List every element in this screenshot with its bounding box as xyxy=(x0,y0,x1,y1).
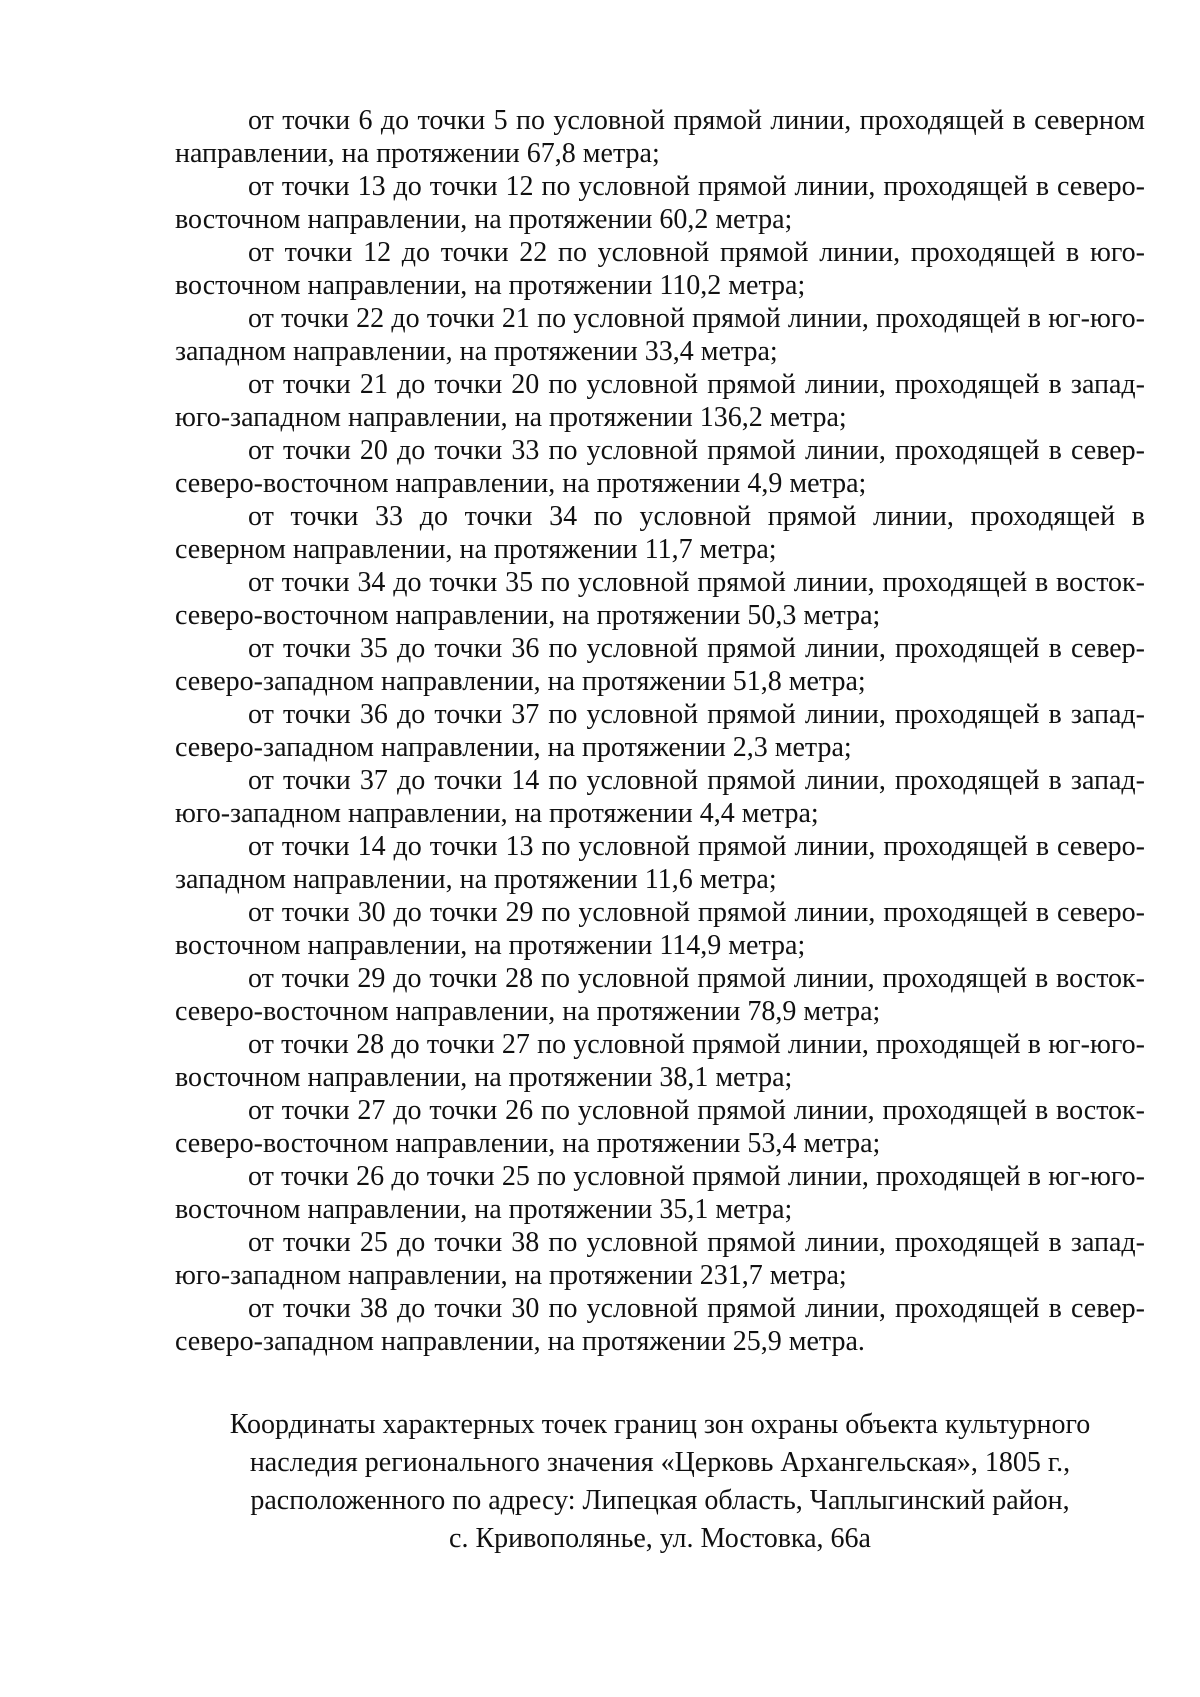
boundary-segment-paragraph: от точки 28 до точки 27 по условной прямой линии, проходящей в юг-юго-восточном направлении, на протяжении 38,1 метра; xyxy=(175,1029,1145,1093)
boundary-segment-paragraph: от точки 37 до точки 14 по условной прямой линии, проходящей в запад-юго-западном направлении, на протяжении 4,4 метра; xyxy=(175,765,1145,829)
heading-line: с. Кривополянье, ул. Мостовка, 66а xyxy=(449,1523,871,1554)
boundary-segment-paragraph: от точки 35 до точки 36 по условной прямой линии, проходящей в север-северо-западном направлении, на протяжении 51,8 метра; xyxy=(175,633,1145,697)
boundary-segment-paragraph: от точки 30 до точки 29 по условной прямой линии, проходящей в северо-восточном направлении, на протяжении 114,9 метра; xyxy=(175,897,1145,961)
boundary-segment-paragraph: от точки 12 до точки 22 по условной прямой линии, проходящей в юго-восточном направлении, на протяжении 110,2 метра; xyxy=(175,237,1145,301)
boundary-segment-paragraph: от точки 36 до точки 37 по условной прямой линии, проходящей в запад-северо-западном направлении, на протяжении 2,3 метра; xyxy=(175,699,1145,763)
boundary-segment-paragraph: от точки 20 до точки 33 по условной прямой линии, проходящей в север-северо-восточном направлении, на протяжении 4,9 метра; xyxy=(175,435,1145,499)
boundary-segment-paragraph: от точки 34 до точки 35 по условной прямой линии, проходящей в восток-северо-восточном направлении, на протяжении 50,3 метра; xyxy=(175,567,1145,631)
boundary-segment-paragraph: от точки 29 до точки 28 по условной прямой линии, проходящей в восток-северо-восточном направлении, на протяжении 78,9 метра; xyxy=(175,963,1145,1027)
boundary-segment-paragraph: от точки 21 до точки 20 по условной прямой линии, проходящей в запад-юго-западном направлении, на протяжении 136,2 метра; xyxy=(175,369,1145,433)
heading-line: Координаты характерных точек границ зон охраны объекта культурного xyxy=(229,1409,1091,1440)
boundary-segment-paragraph: от точки 33 до точки 34 по условной прямой линии, проходящей в северном направлении, на протяжении 11,7 метра; xyxy=(175,501,1145,565)
boundary-segment-paragraph: от точки 26 до точки 25 по условной прямой линии, проходящей в юг-юго-восточном направлении, на протяжении 35,1 метра; xyxy=(175,1161,1145,1225)
heading-line: наследия регионального значения «Церковь Архангельская», 1805 г., xyxy=(249,1447,1071,1478)
boundary-segment-paragraph: от точки 22 до точки 21 по условной прямой линии, проходящей в юг-юго-западном направлении, на протяжении 33,4 метра; xyxy=(175,303,1145,367)
coordinates-section-heading xyxy=(175,1406,1145,1558)
boundary-segment-paragraph: от точки 6 до точки 5 по условной прямой линии, проходящей в северном направлении, на протяжении 67,8 метра; xyxy=(175,105,1145,169)
boundary-segment-paragraph: от точки 25 до точки 38 по условной прямой линии, проходящей в запад-юго-западном направлении, на протяжении 231,7 метра; xyxy=(175,1227,1145,1291)
boundary-segment-paragraph: от точки 38 до точки 30 по условной прямой линии, проходящей в север-северо-западном направлении, на протяжении 25,9 метра. xyxy=(175,1293,1145,1357)
boundary-segment-paragraph: от точки 13 до точки 12 по условной прямой линии, проходящей в северо-восточном направлении, на протяжении 60,2 метра; xyxy=(175,171,1145,235)
boundary-description xyxy=(175,104,1145,1358)
boundary-segment-paragraph: от точки 27 до точки 26 по условной прямой линии, проходящей в восток-северо-восточном направлении, на протяжении 53,4 метра; xyxy=(175,1095,1145,1159)
heading-line: расположенного по адресу: Липецкая область, Чаплыгинский район, xyxy=(250,1485,1070,1516)
boundary-segment-paragraph: от точки 14 до точки 13 по условной прямой линии, проходящей в северо-западном направлении, на протяжении 11,6 метра; xyxy=(175,831,1145,895)
